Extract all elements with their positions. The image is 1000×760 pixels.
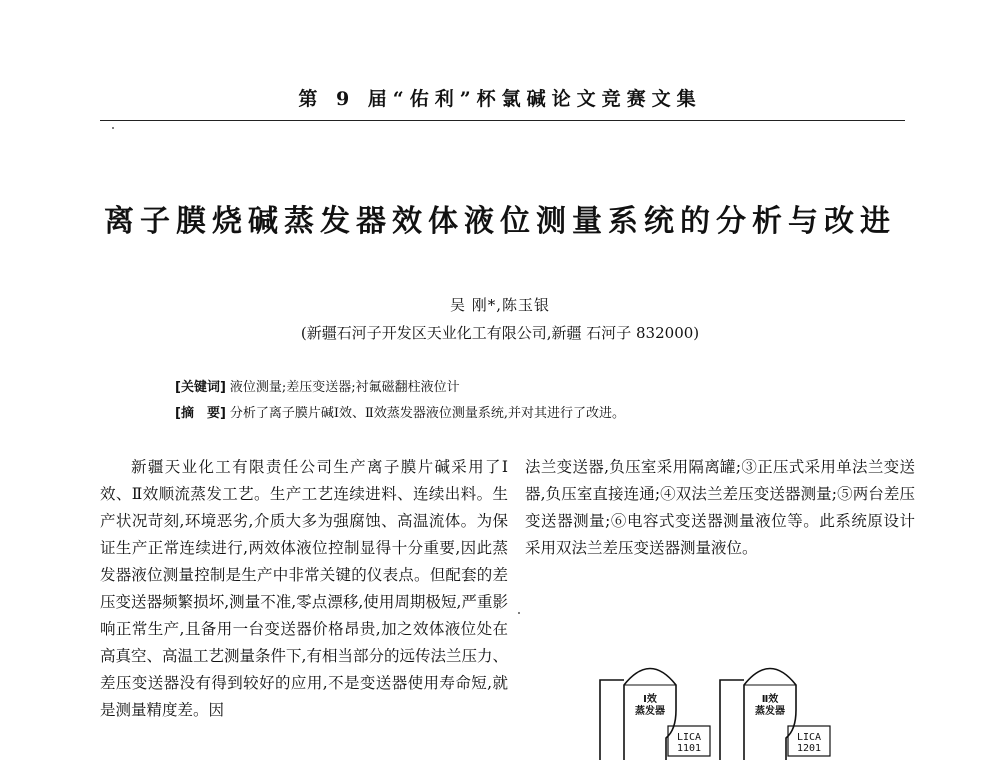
keywords <box>175 376 460 395</box>
evaporator-2-impulse-line <box>720 680 744 760</box>
body-left-column: 新疆天业化工有限责任公司生产离子膜片碱采用了Ⅰ效、Ⅱ效顺流蒸发工艺。生产工艺连续进料、连续出料。生产状况苛刻,环境恶劣,介质大多为强腐蚀、高温流体。为保证生产正常连续进行,两效体液位控制显得十分重要,因此蒸发器液位测量控制是生产中非常关键的仪表点。但配套的差压变送器频繁损坏,测量不准,零点漂移,使用周期极短,严重影响正常生产,且备用一台变送器价格昂贵,加之效体液位处在高真空、高温工艺测量条件下,有相当部分的远传法兰压力、差压变送器没有得到较好的应用,不是变送器使用寿命短,就是测量精度差。因 <box>100 458 508 719</box>
paper-title: 离子膜烧碱蒸发器效体液位测量系统的分析与改进 <box>104 204 896 239</box>
lica-1201-tag-line2: 1201 <box>796 743 822 754</box>
evaporator-1-label-line2: 蒸发器 <box>635 706 665 717</box>
header-rule <box>100 120 905 121</box>
evaporator-2-label-line1: Ⅱ效 <box>761 694 779 705</box>
body-right-column: 法兰变送器,负压室采用隔离罐;③正压式采用单法兰变送器,负压室直接连通;④双法兰差压变送器测量;⑤两台差压变送器测量;⑥电容式变送器测量液位等。此系统原设计采用双法兰差压变送器测量液位。 <box>525 458 915 557</box>
lica-1101-tag-line2: 1101 <box>676 743 702 754</box>
abstract <box>175 402 625 421</box>
scan-speck <box>112 127 114 129</box>
lica-1201-tag-line1: LICA <box>796 732 822 743</box>
evaporator-level-diagram <box>590 630 840 760</box>
abstract-text: 分析了离子膜片碱Ⅰ效、Ⅱ效蒸发器液位测量系统,并对其进行了改进。 <box>229 406 625 421</box>
lica-1101-tag-line1: LICA <box>676 732 702 743</box>
abstract-label: [摘 要] <box>175 406 226 421</box>
evaporator-1-impulse-line <box>600 680 624 760</box>
authors: 吴 刚*,陈玉银 <box>449 296 551 314</box>
keywords-text: 液位测量;差压变送器;衬氟磁翻柱液位计 <box>229 380 460 395</box>
scan-speck <box>518 612 520 614</box>
running-header: 第 9 届“佑利”杯氯碱论文竞赛文集 <box>298 88 702 110</box>
keywords-label: [关键词] <box>175 380 226 395</box>
evaporator-2-label-line2: 蒸发器 <box>755 706 785 717</box>
affiliation: (新疆石河子开发区天业化工有限公司,新疆 石河子 832000) <box>300 324 700 342</box>
evaporator-1-label-line1: Ⅰ效 <box>643 694 657 705</box>
